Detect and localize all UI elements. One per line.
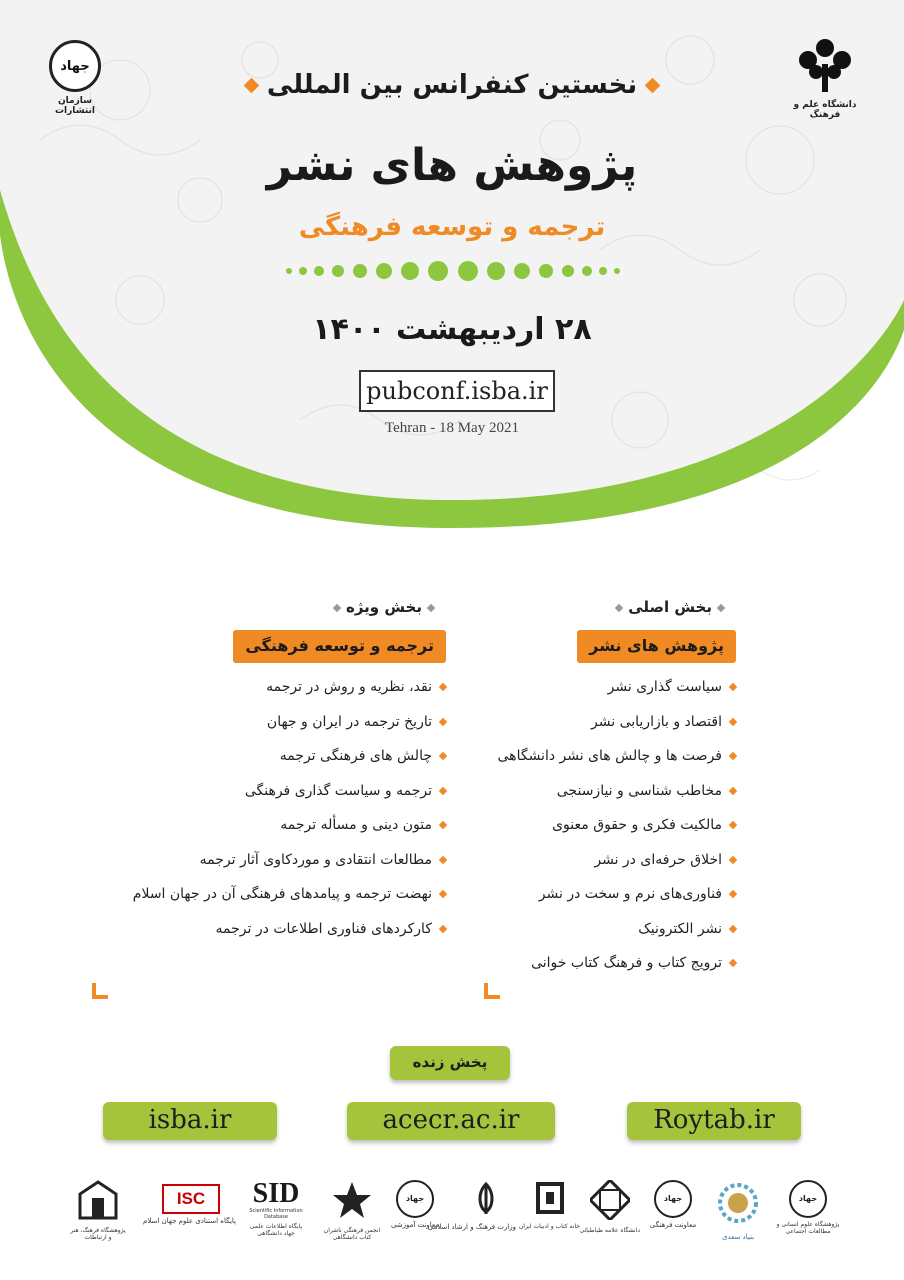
- dots-divider: [283, 256, 623, 286]
- list-item: نشر الکترونیک: [376, 919, 736, 954]
- list-item: اقتصاد و بازاریابی نشر: [376, 712, 736, 747]
- sponsor-logo: جهاد پژوهشگاه علوم انسانی و مطالعات اجتماعی: [776, 1180, 840, 1235]
- iran-emblem-icon: [468, 1180, 504, 1216]
- main-section-pill: پژوهش های نشر: [577, 630, 736, 663]
- list-item: ترویج کتاب و فرهنگ کتاب خوانی: [376, 953, 736, 988]
- list-item: کارکردهای فناوری اطلاعات در ترجمه: [86, 919, 446, 954]
- site-link-roytab[interactable]: Roytab.ir: [627, 1102, 801, 1140]
- sponsor-logo: پژوهشگاه فرهنگ، هنر و ارتباطات: [68, 1180, 128, 1241]
- book-house-icon: [532, 1180, 568, 1216]
- jahad-logo-caption: سازمان انتشارات: [55, 96, 95, 116]
- list-item: نقد، نظریه و روش در ترجمه: [86, 677, 446, 712]
- sponsor-logo: دانشگاه علامه طباطبائی: [580, 1180, 640, 1234]
- site-link-isba[interactable]: isba.ir: [103, 1102, 277, 1140]
- jahad-seal-icon: جهاد: [49, 40, 101, 92]
- isc-logo: ISC پایگاه استنادی علوم جهان اسلام: [146, 1180, 236, 1225]
- special-section-heading: بخش ویژه: [86, 598, 446, 616]
- sponsor-logos: [60, 1180, 844, 1260]
- corner-bracket-icon: [484, 983, 500, 999]
- diamond-icon: [244, 78, 260, 94]
- conference-date-english: Tehran - 18 May 2021: [385, 420, 519, 436]
- diamond-icon: [427, 603, 435, 611]
- conference-subtitle: ترجمه و توسعه فرهنگی: [298, 212, 606, 242]
- sponsor-logo: جهاد معاونت فرهنگی: [648, 1180, 698, 1229]
- sponsor-logo: انجمن فرهنگی ناشران کتاب دانشگاهی: [322, 1180, 382, 1241]
- conference-date-persian: ۲۸ اردیبهشت ۱۴۰۰: [312, 312, 592, 347]
- university-logo-caption: دانشگاه علم و فرهنگ: [793, 100, 857, 120]
- diamond-icon: [717, 603, 725, 611]
- sponsor-logo: جهاد معاونت آموزشی: [390, 1180, 440, 1229]
- sponsor-logo: بنیاد سعدی: [710, 1180, 766, 1241]
- diamond-icon: [333, 603, 341, 611]
- list-item: سیاست گذاری نشر: [376, 677, 736, 712]
- special-topics-list: [86, 677, 446, 953]
- list-item: فناوری‌های نرم و سخت در نشر: [376, 884, 736, 919]
- list-item: چالش های فرهنگی ترجمه: [86, 746, 446, 781]
- main-section-heading: بخش اصلی: [376, 598, 736, 616]
- sid-logo: SID Scientific Information Database پایگاه اطلاعات علمی جهاد دانشگاهی: [249, 1178, 303, 1237]
- site-link-acecr[interactable]: acecr.ac.ir: [347, 1102, 555, 1140]
- conference-main-title: پژوهش های نشر: [266, 140, 638, 191]
- list-item: ترجمه و سیاست گذاری فرهنگی: [86, 781, 446, 816]
- conference-title-line: نخستین کنفرانس بین المللی: [0, 70, 904, 100]
- list-item: مالکیت فکری و حقوق معنوی: [376, 815, 736, 850]
- list-item: مطالعات انتقادی و موردکاوی آثار ترجمه: [86, 850, 446, 885]
- special-section: [86, 598, 446, 953]
- sponsor-logo: وزارت فرهنگ و ارشاد اسلامی: [456, 1180, 516, 1231]
- corner-bracket-icon: [92, 983, 108, 999]
- university-emblem-icon: [590, 1180, 630, 1220]
- list-item: اخلاق حرفه‌ای در نشر: [376, 850, 736, 885]
- list-item: نهضت ترجمه و پیامدهای فرهنگی آن در جهان اسلام: [86, 884, 446, 919]
- conference-url[interactable]: pubconf.isba.ir: [359, 370, 555, 412]
- list-item: فرصت ها و چالش های نشر دانشگاهی: [376, 746, 736, 781]
- special-section-pill: ترجمه و توسعه فرهنگی: [233, 630, 446, 663]
- live-stream-label: پخش زنده: [390, 1046, 510, 1080]
- list-item: تاریخ ترجمه در ایران و جهان: [86, 712, 446, 747]
- star-emblem-icon: [330, 1180, 374, 1220]
- sponsor-logo: خانه کتاب و ادبیات ایران: [520, 1180, 580, 1230]
- saadi-foundation-icon: [715, 1180, 761, 1226]
- diamond-icon: [615, 603, 623, 611]
- list-item: متون دینی و مسأله ترجمه: [86, 815, 446, 850]
- diamond-icon: [645, 78, 661, 94]
- building-icon: [78, 1180, 118, 1220]
- list-item: مخاطب شناسی و نیازسنجی: [376, 781, 736, 816]
